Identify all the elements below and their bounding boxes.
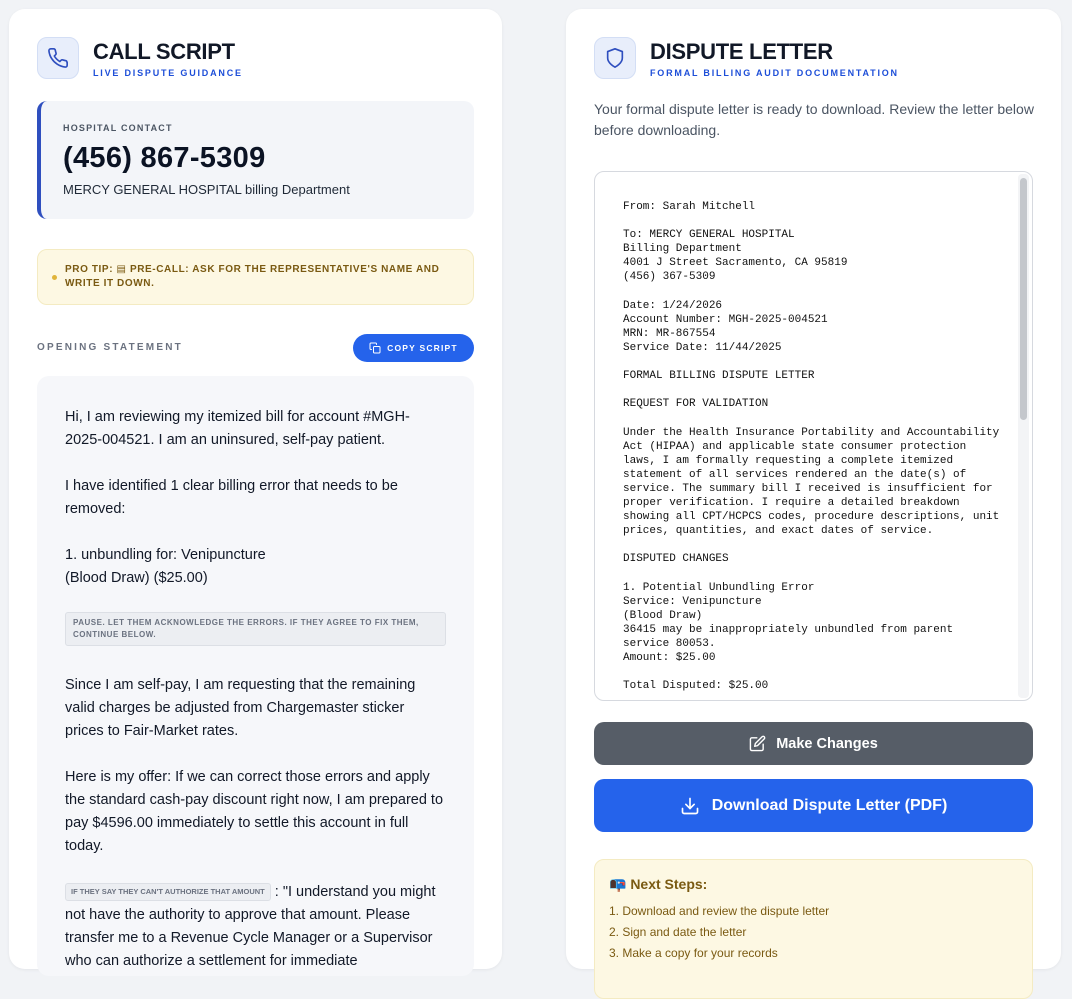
- letter-line: To: MERCY GENERAL HOSPITAL: [623, 229, 795, 242]
- letter-intro-text: Your formal dispute letter is ready to download. Review the letter below before downloading.: [594, 101, 1034, 138]
- hospital-phone-number[interactable]: (456) 867-5309: [63, 142, 266, 174]
- letter-line: From: Sarah Mitchell: [623, 201, 756, 213]
- script-error-line: (Blood Draw) ($25.00): [65, 570, 208, 586]
- scrollbar-thumb[interactable]: [1020, 178, 1027, 420]
- letter-line: Total Disputed: $25.00: [623, 680, 769, 693]
- bullet-dot-icon: [52, 275, 57, 280]
- letter-preview[interactable]: [594, 171, 1033, 701]
- letter-line: MRN: MR-867554: [623, 327, 716, 340]
- script-paragraph: Since I am self-pay, I am requesting that the remaining valid charges be adjusted from Chargemaster sticker prices to Fair-Market rates.: [65, 677, 416, 739]
- next-steps-list: [609, 901, 1018, 964]
- letter-preview-text: [623, 200, 1003, 693]
- next-step-item: 1. Download and review the dispute letter: [609, 904, 830, 918]
- letter-line: DISPUTED CHANGES: [623, 553, 729, 566]
- pro-tip-text: PRO TIP: ▤ PRE-CALL: ASK FOR THE REPRESENTATIVE'S NAME AND WRITE IT DOWN.: [65, 264, 440, 289]
- letter-line: prices, quantities, and exact dates of service.: [623, 525, 934, 538]
- letter-line: service 80053.: [623, 637, 716, 650]
- letter-blank-line: [623, 411, 1003, 425]
- script-paragraph: Here is my offer: If we can correct those errors and apply the standard cash-pay discount right now, I am prepared to pay $4596.00 immediately to settle this account in full today.: [65, 769, 444, 854]
- letter-blank-line: [623, 355, 1003, 369]
- letter-line: Account Number: MGH-2025-004521: [623, 313, 828, 326]
- letter-line: 4001 J Street Sacramento, CA 95819: [623, 257, 848, 270]
- call-script-subtitle: LIVE DISPUTE GUIDANCE: [93, 68, 243, 78]
- letter-blank-line: [623, 538, 1003, 552]
- letter-line: Service Date: 11/44/2025: [623, 341, 782, 354]
- copy-icon: [369, 342, 381, 354]
- call-script-panel: [9, 9, 502, 969]
- script-paragraph: I have identified 1 clear billing error that needs to be removed:: [65, 478, 398, 517]
- call-script-title: CALL SCRIPT: [93, 39, 235, 64]
- next-step-item: 2. Sign and date the letter: [609, 925, 747, 939]
- letter-line: REQUEST FOR VALIDATION: [623, 398, 769, 411]
- letter-scrollbar[interactable]: [1018, 174, 1029, 698]
- letter-blank-line: [623, 214, 1003, 228]
- letter-line: proper verification. I require a detailed breakdown: [623, 496, 960, 509]
- copy-script-button[interactable]: [353, 334, 474, 362]
- make-changes-button[interactable]: [594, 722, 1033, 765]
- dispute-letter-panel: [566, 9, 1061, 969]
- letter-line: 1. Potential Unbundling Error: [623, 581, 815, 594]
- make-changes-label: Make Changes: [776, 735, 878, 752]
- copy-script-label: COPY SCRIPT: [387, 343, 458, 353]
- objection-note: IF THEY SAY THEY CAN'T AUTHORIZE THAT AMOUNT: [65, 883, 271, 901]
- script-paragraph: [65, 881, 446, 973]
- pro-tip-banner: [37, 249, 474, 305]
- letter-line: laws, I am formally requesting a complete itemized: [623, 454, 954, 467]
- letter-blank-line: [623, 566, 1003, 580]
- letter-line: FORMAL BILLING DISPUTE LETTER: [623, 370, 815, 383]
- download-letter-label: Download Dispute Letter (PDF): [711, 796, 948, 814]
- next-steps-box: [594, 859, 1033, 999]
- letter-line: Service: Venipuncture: [623, 595, 762, 608]
- letter-blank-line: [623, 383, 1003, 397]
- letter-line: service. The summary bill I received is insufficient for: [623, 482, 993, 495]
- next-steps-title: 📭 Next Steps:: [609, 876, 708, 892]
- dispute-letter-header: [594, 37, 899, 79]
- download-letter-button[interactable]: [594, 779, 1033, 832]
- letter-blank-line: [623, 665, 1003, 679]
- script-error-line: 1. unbundling for: Venipuncture: [65, 547, 266, 563]
- letter-line: 36415 may be inappropriately unbundled from parent: [623, 623, 954, 636]
- opening-script-box: [37, 376, 474, 976]
- letter-line: (456) 367-5309: [623, 271, 716, 284]
- letter-line: Under the Health Insurance Portability and Accountability: [623, 426, 1000, 439]
- script-error-item: [65, 544, 446, 590]
- download-icon: [680, 796, 700, 816]
- next-step-item: 3. Make a copy for your records: [609, 946, 778, 960]
- objection-response: : "I understand you might not have the authority to approve that amount. Please transfer me to a Revenue Cycle Manager or a Supervisor who can authorize a settlement for immediate: [65, 884, 436, 969]
- hospital-department: MERCY GENERAL HOSPITAL billing Department: [63, 182, 350, 197]
- letter-blank-line: [623, 285, 1003, 299]
- hospital-contact-card: [37, 101, 474, 219]
- shield-icon: [594, 37, 636, 79]
- dispute-letter-subtitle: FORMAL BILLING AUDIT DOCUMENTATION: [650, 68, 899, 78]
- letter-line: statement of all services rendered an the date(s) of: [623, 468, 967, 481]
- letter-line: Billing Department: [623, 243, 742, 256]
- letter-line: Act (HIPAA) and applicable state consumer protection: [623, 440, 967, 453]
- letter-line: showing all CPT/HCPCS codes, procedure descriptions, unit: [623, 511, 1000, 524]
- contact-label: HOSPITAL CONTACT: [63, 123, 173, 133]
- edit-icon: [749, 735, 766, 752]
- letter-line: (Blood Draw): [623, 609, 703, 622]
- letter-line: Amount: $25.00: [623, 652, 716, 664]
- call-script-header: [37, 37, 243, 79]
- opening-statement-label: OPENING STATEMENT: [37, 342, 183, 353]
- phone-icon: [37, 37, 79, 79]
- pause-instruction-note: PAUSE. LET THEM ACKNOWLEDGE THE ERRORS. IF THEY AGREE TO FIX THEM, CONTINUE BELOW.: [65, 612, 446, 646]
- script-paragraph: Hi, I am reviewing my itemized bill for account #MGH-2025-004521. I am an uninsured, self-pay patient.: [65, 409, 410, 448]
- dispute-letter-title: DISPUTE LETTER: [650, 39, 833, 64]
- letter-line: Date: 1/24/2026: [623, 299, 723, 312]
